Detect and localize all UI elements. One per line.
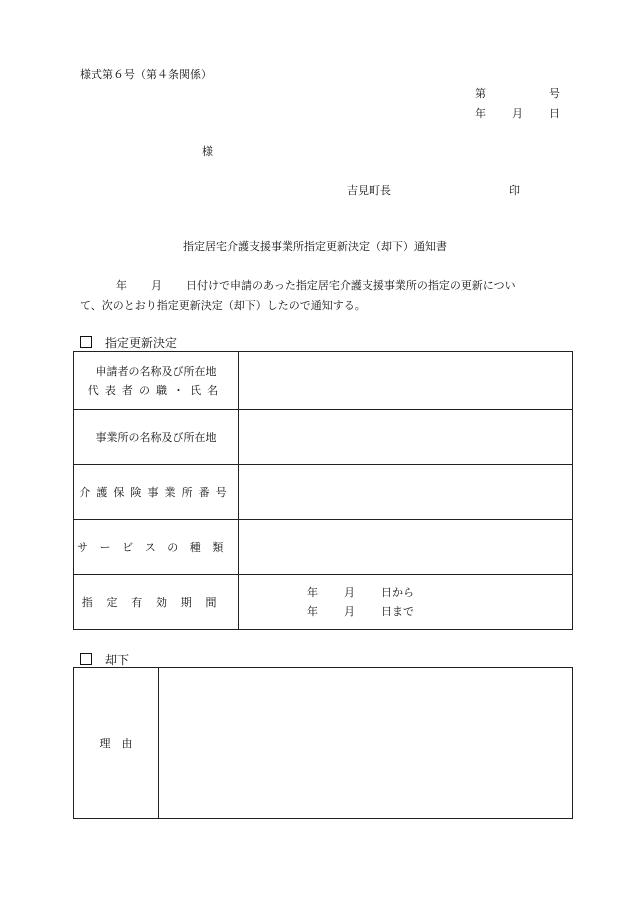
number-prefix: 第 (475, 87, 486, 100)
rejection-checkbox[interactable] (80, 653, 92, 665)
seal-mark: 印 (509, 184, 520, 197)
body-year: 年 (116, 279, 127, 292)
period-to (307, 602, 572, 621)
date-month: 月 (512, 107, 523, 120)
document-title: 指定居宅介護支援事業所指定更新決定（却下）通知書 (183, 240, 447, 253)
document-number-line (475, 85, 560, 101)
issue-date-line (475, 105, 560, 121)
approval-section-heading (80, 334, 177, 351)
period-to-month: 月 (344, 605, 355, 618)
reason-label: 理 由 (74, 668, 159, 819)
issuer-name: 吉見町長 (347, 184, 391, 197)
office-label: 事業所の名称及び所在地 (74, 410, 239, 465)
period-from-year: 年 (307, 586, 318, 599)
period-from (307, 583, 572, 602)
approval-checkbox[interactable] (80, 336, 92, 348)
office-number-value-cell[interactable] (239, 465, 573, 520)
date-year: 年 (475, 107, 486, 120)
rejection-heading-text: 却下 (105, 653, 130, 667)
applicant-label-line-1: 申請者の名称及び所在地 (95, 364, 217, 378)
office-value-cell[interactable] (239, 410, 573, 465)
applicant-value-cell[interactable] (239, 352, 573, 410)
table-row (74, 465, 573, 520)
table-row (74, 575, 573, 630)
rejection-section-heading (80, 651, 129, 668)
validity-period-label: 指定有効期間 (74, 575, 239, 630)
body-month: 月 (151, 279, 162, 292)
table-row (74, 668, 573, 819)
approval-table (73, 351, 573, 630)
table-row (74, 410, 573, 465)
approval-heading-text: 指定更新決定 (105, 336, 178, 350)
number-suffix: 号 (549, 87, 560, 100)
table-row (74, 352, 573, 410)
period-from-day: 日から (381, 586, 414, 599)
applicant-label-line-2: 代表者の職・氏名 (87, 383, 225, 397)
period-to-year: 年 (307, 605, 318, 618)
service-type-value-cell[interactable] (239, 520, 573, 575)
form-number: 様式第６号（第４条関係） (80, 68, 212, 81)
notice-body (80, 276, 565, 316)
addressee-suffix: 様 (202, 145, 213, 158)
body-line-2: て、次のとおり指定更新決定（却下）したので通知する。 (80, 299, 366, 312)
table-row (74, 520, 573, 575)
rejection-table (73, 667, 573, 819)
date-day: 日 (549, 107, 560, 120)
applicant-label (74, 352, 239, 410)
period-from-month: 月 (344, 586, 355, 599)
office-number-label: 介護保険事業所番号 (74, 465, 239, 520)
body-line-1 (80, 276, 565, 296)
reason-value-cell[interactable] (159, 668, 573, 819)
service-type-label: サービスの種類 (74, 520, 239, 575)
period-to-day: 日まで (381, 605, 414, 618)
validity-period-cell[interactable] (239, 575, 573, 630)
body-text-1: 日付けで申請のあった指定居宅介護支援事業所の指定の更新につい (186, 279, 516, 292)
